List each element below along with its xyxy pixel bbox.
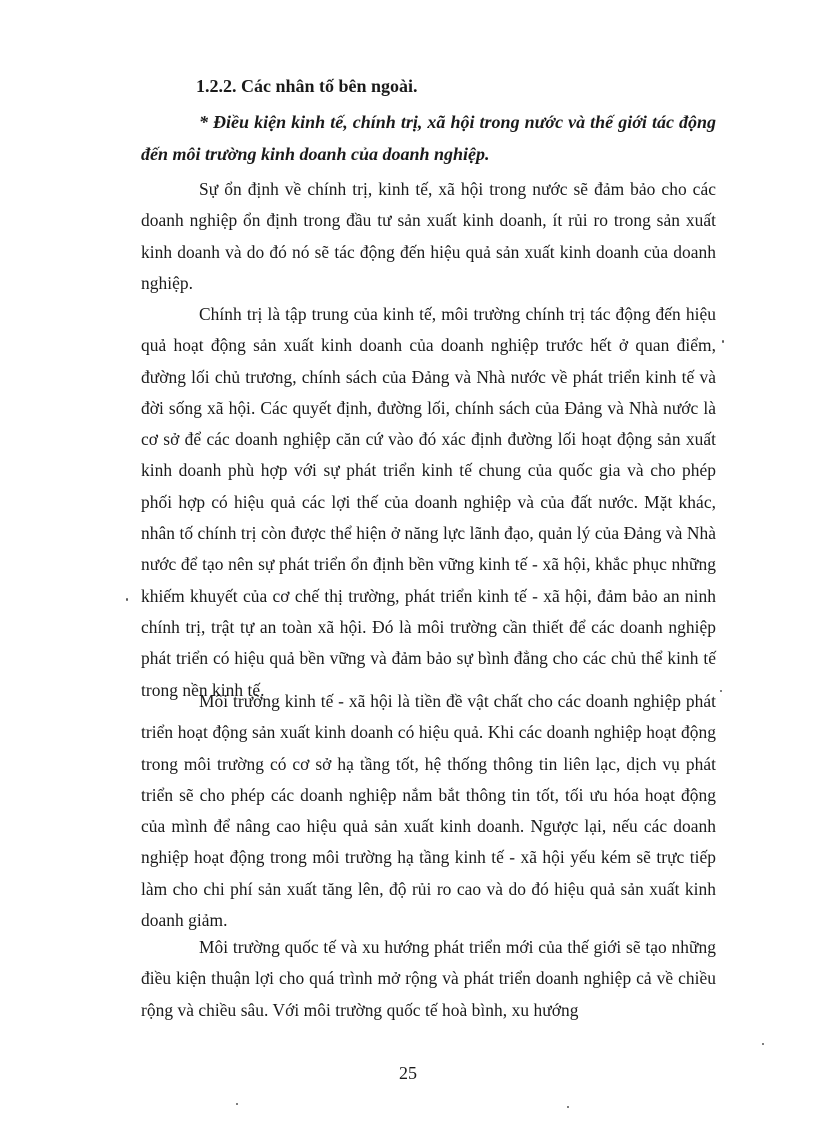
paragraph-text: Chính trị là tập trung của kinh tế, môi trường chính trị tác động đến hiệu quả hoạt động sản xuất kinh doanh của doanh nghiệp trước hết ở quan điểm, đường lối chủ trương, chính sách của Đảng và Nhà nước về phát triển kinh tế và đời sống xã hội. Các quyết định, đường lối, chính sách của Đảng và Nhà nước là cơ sở để các doanh nghiệp căn cứ vào đó xác định đường lối hoạt động sản xuất kinh doanh phù hợp với sự phát triển kinh tế chung của quốc gia và cho phép phối hợp có hiệu quả các lợi thế của doanh nghiệp và của đất nước. Mặt khác, nhân tố chính trị còn được thể hiện ở năng lực lãnh đạo, quản lý của Đảng và Nhà nước để tạo nên sự phát triển ổn định bền vững kinh tế - xã hội, khắc phục những khiếm khuyết của cơ chế thị trường, phát triển kinh tế - xã hội, đảm bảo an ninh chính trị, trật tự an toàn xã hội. Đó là môi trường cần thiết để các doanh nghiệp phát triển có hiệu quả bền vững và đảm bảo sự bình đẳng cho các chủ thể kinh tế trong nền kinh tế. <box>141 304 716 700</box>
scan-speck <box>126 598 128 601</box>
scan-speck <box>236 1103 238 1105</box>
body-paragraph <box>141 686 716 936</box>
section-heading: 1.2.2. Các nhân tố bên ngoài. <box>196 76 418 96</box>
body-paragraph <box>141 299 716 706</box>
paragraph-text: Môi trường kinh tế - xã hội là tiền đề vật chất cho các doanh nghiệp phát triển hoạt động sản xuất kinh doanh có hiệu quả. Khi các doanh nghiệp hoạt động trong môi trường có cơ sở hạ tầng tốt, hệ thống thông tin liên lạc, dịch vụ phát triển sẽ cho phép các doanh nghiệp nắm bắt thông tin tốt, tối ưu hóa hoạt động của mình để nâng cao hiệu quả sản xuất kinh doanh. Ngược lại, nếu các doanh nghiệp hoạt động trong môi trường hạ tầng kinh tế - xã hội yếu kém sẽ trực tiếp làm cho chi phí sản xuất tăng lên, độ rủi ro cao và do đó hiệu quả sản xuất kinh doanh giảm. <box>141 691 716 931</box>
body-paragraph <box>141 932 716 1026</box>
paragraph-text: Sự ổn định về chính trị, kinh tế, xã hội trong nước sẽ đảm bảo cho các doanh nghiệp ổn định trong đầu tư sản xuất kinh doanh, ít rủi ro trong sản xuất kinh doanh và do đó nó sẽ tác động đến hiệu quả sản xuất kinh doanh của doanh nghiệp. <box>141 179 716 293</box>
page-number: 25 <box>399 1063 417 1083</box>
scan-speck <box>762 1043 764 1045</box>
body-paragraph <box>141 174 716 299</box>
scan-speck <box>722 340 724 343</box>
scan-speck <box>720 690 722 692</box>
paragraph-text: Môi trường quốc tế và xu hướng phát triển mới của thế giới sẽ tạo những điều kiện thuận lợi cho quá trình mở rộng và phát triển doanh nghiệp cả về chiều rộng và chiều sâu. Với môi trường quốc tế hoà bình, xu hướng <box>141 937 716 1020</box>
section-subheading: * Điều kiện kinh tế, chính trị, xã hội trong nước và thế giới tác động đến môi trường kinh doanh của doanh nghiệp. <box>141 112 716 164</box>
scan-speck <box>567 1106 569 1108</box>
